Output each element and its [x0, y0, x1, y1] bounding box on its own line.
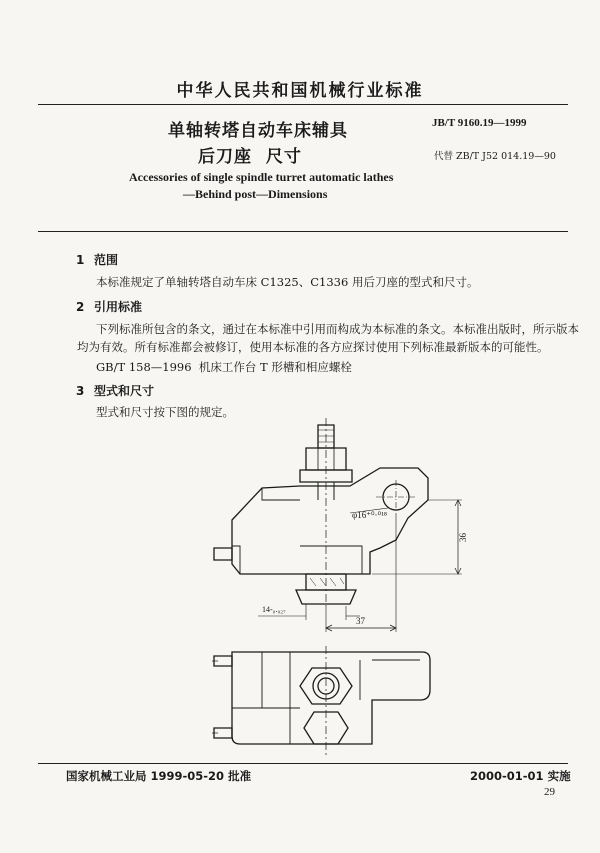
section-title: 引用标准 — [94, 300, 143, 314]
page-number: 29 — [544, 786, 555, 798]
section-title: 型式和尺寸 — [94, 384, 155, 398]
dim-width-label: 37 — [356, 616, 365, 626]
reference-item: GB/T 158—1996 机床工作台 T 形槽和相应螺栓 — [96, 360, 352, 374]
scope-paragraph: 本标准规定了单轴转塔自动车床 C1325、C1336 用后刀座的型式和尺寸。 — [96, 275, 479, 289]
standard-title-en-line2: —Behind post—Dimensions — [183, 187, 328, 201]
dim-key-label: 14-₀.₀₂₇ — [262, 605, 286, 614]
form-dimensions-paragraph: 型式和尺寸按下图的规定。 — [96, 405, 234, 419]
effective-date: 2000-01-01 实施 — [470, 769, 571, 783]
replaces-standard: 代替 ZB/T J52 014.19—90 — [434, 151, 556, 162]
footer-rule — [38, 763, 568, 764]
left-screw-front — [214, 548, 232, 560]
standard-number: JB/T 9160.19—1999 — [432, 117, 527, 129]
standard-title-en-line1: Accessories of single spindle turret automatic lathes — [129, 170, 394, 184]
references-paragraph-line1: 下列标准所包含的条文，通过在本标准中引用而构成为本标准的条文。本标准出版时，所示版本 — [96, 322, 579, 336]
approval-info: 国家机械工业局 1999-05-20 批准 — [66, 769, 252, 783]
section-title: 范围 — [94, 253, 119, 267]
section-number: 3 — [76, 384, 85, 398]
standard-title-cn-line2: 后刀座 尺寸 — [198, 147, 302, 167]
section-number: 2 — [76, 300, 85, 314]
section-number: 1 — [76, 253, 85, 267]
industry-standard-title: 中华人民共和国机械行业标准 — [176, 81, 424, 101]
dim-height-label: 36 — [458, 533, 468, 542]
standard-title-cn-line1: 单轴转塔自动车床辅具 — [168, 121, 348, 141]
dim-bore-label: φ16⁺⁰·⁰¹⁸ — [352, 510, 387, 520]
references-paragraph-line2: 均为有效。所有标准都会被修订，使用本标准的各方应探讨使用下列标准最新版本的可能性。 — [77, 340, 549, 354]
